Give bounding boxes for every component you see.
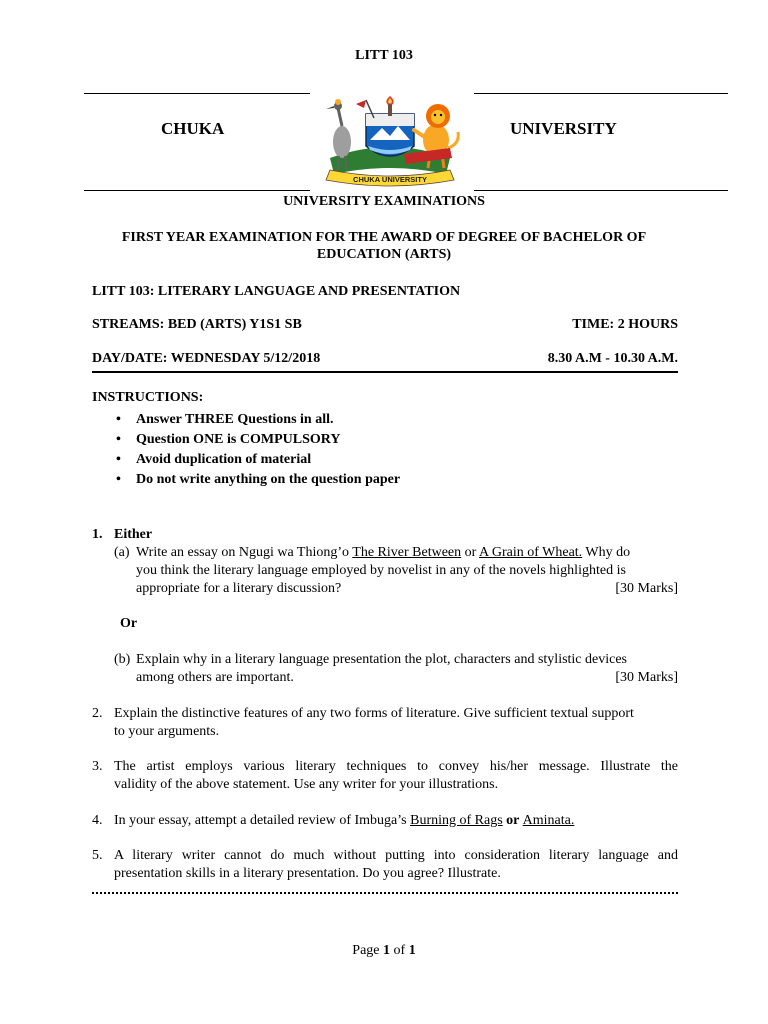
daydate-label: DAY/DATE: WEDNESDAY 5/12/2018 [92,351,321,366]
streams-label: STREAMS: BED (ARTS) Y1S1 SB [92,317,302,332]
page-number: 1 [383,943,391,958]
text-fragment: Page [352,943,384,958]
course-code: LITT 103 [355,48,413,63]
details-rule [92,371,678,373]
exams-heading: UNIVERSITY EXAMINATIONS [283,194,485,209]
question-5-line-2: presentation skills in a literary presentation. Do you agree? Illustrate. [114,866,501,881]
question-number: 5. [92,848,103,863]
text-fragment: Why do [582,545,631,560]
question-3 [92,758,678,798]
instructions-list [116,410,400,490]
question-3-line-1: The artist employs various literary techniques to convey his/her message. Illustrate the [114,759,678,774]
time-label: TIME: 2 HOURS [572,317,678,332]
question-1a-line-2: you think the literary language employed by novelist in any of the novels highlighted is [136,563,626,578]
logo-banner-text: CHUKA UNIVERSITY [353,175,427,184]
university-crest-logo [308,96,472,188]
question-number: 2. [92,706,103,721]
instruction-text: Avoid duplication of material [136,452,312,467]
bullet-icon: • [116,472,121,487]
book-title: Aminata. [522,813,575,828]
book-title: A Grain of Wheat. [479,545,583,560]
instruction-item [116,430,400,450]
question-4-text [114,812,678,830]
instruction-item [116,450,400,470]
book-title: Burning of Rags [410,813,503,828]
question-4 [92,812,678,832]
question-number: 1. [92,527,103,542]
question-number: 4. [92,813,103,828]
header-word-left: CHUKA [161,119,225,138]
header-rule-left-top [84,93,310,94]
text-fragment: Write an essay on Ngugi wa Thiong’o [136,545,353,560]
text-fragment: among others are important. [136,670,294,685]
part-label: (a) [114,545,130,560]
question-number: 3. [92,759,103,774]
text-fragment: In your essay, attempt a detailed review of Imbuga’s [114,813,411,828]
course-title: LITT 103: LITERARY LANGUAGE AND PRESENTATION [92,284,461,299]
page-total: 1 [408,943,416,958]
instruction-text: Do not write anything on the question paper [136,472,401,487]
instruction-item [116,410,400,430]
end-dotted-rule [92,892,678,894]
text-fragment: of [390,943,409,958]
question-3-line-2: validity of the above statement. Use any writer for your illustrations. [114,777,499,792]
text-fragment: appropriate for a literary discussion? [136,581,342,596]
question-1b-line-2 [136,669,678,687]
question-5-line-1: A literary writer cannot do much without putting into consideration literary language and [114,848,678,863]
question-1a-text [136,544,678,598]
part-label: (b) [114,652,131,667]
question-5-text [114,847,678,883]
question-1a-line-1 [136,544,678,562]
bullet-icon: • [116,452,121,467]
bullet-icon: • [116,432,121,447]
question-1b-text [136,651,678,687]
or-connector: or [502,813,523,828]
either-label: Either [114,527,153,542]
question-2-line-1: Explain the distinctive features of any two forms of literature. Give sufficient textual support [114,706,634,721]
question-2-line-2: to your arguments. [114,724,220,739]
award-line-2: EDUCATION (ARTS) [316,247,452,262]
award-line-1: FIRST YEAR EXAMINATION FOR THE AWARD OF DEGREE OF BACHELOR OF [121,230,647,245]
question-2 [92,705,678,745]
header-rule-right-bottom [474,190,728,191]
instruction-text: Answer THREE Questions in all. [136,412,334,427]
marks-label: [30 Marks] [615,670,678,685]
bullet-icon: • [116,412,121,427]
marks-label: [30 Marks] [615,581,678,596]
header-word-right: UNIVERSITY [510,119,617,138]
question-5 [92,847,678,887]
instructions-title: INSTRUCTIONS: [92,390,204,405]
instruction-item [116,470,400,490]
question-2-text [114,705,678,741]
or-label: Or [120,616,138,631]
instruction-text: Question ONE is COMPULSORY [136,432,341,447]
page-footer [0,943,768,959]
text-fragment: or [461,545,480,560]
header-rule-right-top [474,93,728,94]
header-rule-left-bottom [84,190,310,191]
question-1a-line-3 [136,580,678,598]
book-title: The River Between [352,545,462,560]
question-1-header [92,526,678,546]
question-1b-line-1: Explain why in a literary language presentation the plot, characters and stylistic devices [136,652,627,667]
hours-label: 8.30 A.M - 10.30 A.M. [547,351,678,366]
question-3-text [114,758,678,794]
